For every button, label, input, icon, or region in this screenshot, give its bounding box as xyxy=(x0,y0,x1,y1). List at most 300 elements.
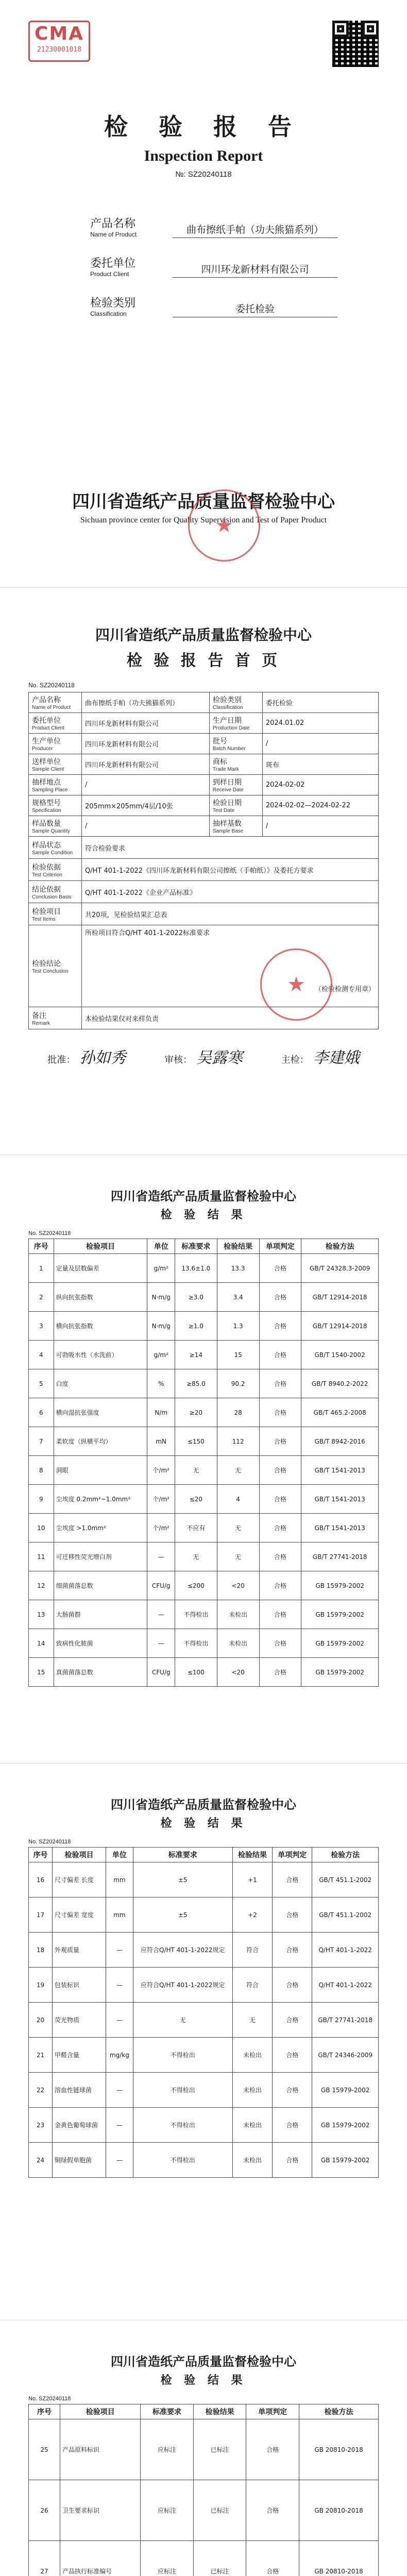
results-report-no: No. SZ20240118 xyxy=(28,1230,71,1236)
table-cell: mm xyxy=(106,1862,133,1897)
table-row xyxy=(29,2541,379,2576)
field-label: 到样日期 xyxy=(212,778,242,787)
table-cell: N·m/g xyxy=(147,1283,175,1312)
field-label: 检验结论 xyxy=(32,959,61,968)
results-report-no: No. SZ20240118 xyxy=(28,2396,71,2402)
table-row xyxy=(29,1658,379,1687)
field-value: Q/HT 401-1-2022《企业产品标准》 xyxy=(82,881,379,903)
table-cell: 合格 xyxy=(246,2480,299,2541)
column-header: 检验结果 xyxy=(232,1848,272,1862)
table-cell: 4 xyxy=(217,1485,259,1514)
field-label: 规格型号 xyxy=(32,799,61,807)
column-header: 检验结果 xyxy=(193,2404,246,2419)
field-label-cell xyxy=(209,734,262,754)
field-label-en: Production Date xyxy=(212,725,250,731)
table-row xyxy=(29,2038,379,2073)
field-value: 曲布擦纸手帕（功夫熊猫系列） xyxy=(173,222,337,238)
signature-name: 吴露寒 xyxy=(196,1049,243,1067)
table-cell: 无 xyxy=(175,1456,217,1485)
field-label-en: Test Date xyxy=(212,808,235,814)
field-label-en: Test Criterion xyxy=(32,872,62,878)
field-label: 委托单位 xyxy=(90,257,136,270)
table-row xyxy=(29,1398,379,1427)
table-cell: 符合 xyxy=(232,1968,272,2003)
table-cell: mg/kg xyxy=(106,2038,133,2073)
table-row xyxy=(29,1485,379,1514)
field-label-en: Sample Condition xyxy=(32,850,73,856)
field-label-cell xyxy=(209,713,262,734)
cover-field-client xyxy=(90,255,389,278)
table-cell: 合格 xyxy=(246,2419,299,2480)
table-cell: 合格 xyxy=(273,1968,312,2003)
cma-mark xyxy=(28,21,90,62)
column-header: 序号 xyxy=(29,2404,60,2419)
table-cell: GB 15979-2002 xyxy=(301,1658,379,1687)
field-value: / xyxy=(82,816,210,837)
table-row xyxy=(29,2108,379,2143)
table-cell: 荧光物质 xyxy=(52,2003,106,2038)
table-cell: 外观质量 xyxy=(52,1933,106,1968)
table-cell: 4 xyxy=(29,1341,54,1369)
column-header: 标准要求 xyxy=(141,2404,194,2419)
table-cell: 合格 xyxy=(273,2143,312,2178)
field-label: 送样单位 xyxy=(32,758,61,766)
cover-report-no xyxy=(18,170,389,179)
table-row xyxy=(29,2480,379,2541)
table-cell: 大肠菌群 xyxy=(54,1600,147,1629)
field-value xyxy=(82,925,379,1007)
table-cell: 合格 xyxy=(246,2541,299,2576)
field-label-en: Product Client xyxy=(90,270,129,278)
table-cell: <20 xyxy=(217,1571,259,1600)
table-cell: GB 15979-2002 xyxy=(312,2143,379,2178)
table-cell: 13.3 xyxy=(217,1254,259,1283)
table-cell: 合格 xyxy=(259,1398,301,1427)
table-cell: 3 xyxy=(29,1312,54,1341)
table-cell: — xyxy=(106,2003,133,2038)
table-cell: ≥14 xyxy=(175,1341,217,1369)
field-label-cell xyxy=(29,795,82,816)
field-label: 抽样基数 xyxy=(212,820,242,828)
field-label-cell xyxy=(29,1007,82,1029)
results-page-1 xyxy=(18,1155,389,1763)
table-cell: 17 xyxy=(29,1897,53,1933)
field-value: 共20项，见检验结果汇总表 xyxy=(82,903,379,925)
cover-field-classification xyxy=(90,294,389,317)
table-row xyxy=(29,2419,379,2480)
field-label-en: Specification xyxy=(32,808,61,814)
table-cell: 尺寸偏差 宽度 xyxy=(52,1897,106,1933)
field-label-en: Producer xyxy=(32,746,53,752)
field-label-cell xyxy=(209,816,262,837)
results-page-2 xyxy=(18,1764,389,2320)
table-cell: 10 xyxy=(29,1514,54,1543)
table-cell: +2 xyxy=(232,1897,272,1933)
table-cell: ≥3.0 xyxy=(175,1283,217,1312)
table-cell: 应标注 xyxy=(141,2541,194,2576)
table-cell: 个/m² xyxy=(147,1514,175,1543)
results-report-no: No. SZ20240118 xyxy=(28,1839,71,1845)
field-value: 四川环龙新材料有限公司 xyxy=(82,734,210,754)
field-label-cell xyxy=(29,837,82,859)
signature-row xyxy=(28,1045,379,1067)
table-cell: GB/T 12914-2018 xyxy=(301,1283,379,1312)
table-cell: 22 xyxy=(29,2073,53,2108)
table-cell: 可迁移性荧光增白剂 xyxy=(54,1543,147,1571)
column-header: 检验项目 xyxy=(60,2404,140,2419)
table-row xyxy=(29,1543,379,1571)
results-title: 检 验 结 果 xyxy=(160,2374,247,2387)
table-cell: — xyxy=(106,2108,133,2143)
results-table-3 xyxy=(28,2404,379,2576)
signature-role: 批准： xyxy=(47,1055,76,1065)
field-label: 检验类别 xyxy=(212,696,242,704)
table-row xyxy=(29,1571,379,1600)
table-cell: ≥20 xyxy=(175,1398,217,1427)
table-cell: 合格 xyxy=(273,1862,312,1897)
field-label-en: Test Items xyxy=(32,916,56,922)
column-header: 标准要求 xyxy=(133,1848,232,1862)
table-cell: GB 15979-2002 xyxy=(301,1571,379,1600)
table-cell: 未检出 xyxy=(217,1600,259,1629)
table-cell: ±5 xyxy=(133,1897,232,1933)
table-cell: 包装标识 xyxy=(52,1968,106,2003)
table-row xyxy=(29,1933,379,1968)
table-cell: 无 xyxy=(217,1543,259,1571)
table-cell: 不得检出 xyxy=(133,2143,232,2178)
field-label-en: Trade Mark xyxy=(212,767,239,772)
table-cell: 已标注 xyxy=(193,2480,246,2541)
table-row xyxy=(29,1514,379,1543)
field-label: 结论依据 xyxy=(32,885,61,894)
field-value: 2024-02-02—2024-02-22 xyxy=(262,795,378,816)
table-row xyxy=(29,1600,379,1629)
column-header: 单项判定 xyxy=(246,2404,299,2419)
field-label-cell xyxy=(29,775,82,795)
field-value: / xyxy=(82,775,210,795)
table-row xyxy=(29,2003,379,2038)
field-label-cell xyxy=(29,734,82,754)
column-header: 序号 xyxy=(29,1848,53,1862)
column-header: 单位 xyxy=(106,1848,133,1862)
table-cell: 18 xyxy=(29,1933,53,1968)
table-cell: CFU/g xyxy=(147,1571,175,1600)
field-value: 符合检验要求 xyxy=(82,837,379,859)
field-value: 2024.01.02 xyxy=(262,713,378,734)
signature-reviewer xyxy=(164,1045,243,1067)
field-value: / xyxy=(262,734,378,754)
table-cell: — xyxy=(106,2143,133,2178)
table-cell: 1 xyxy=(29,1254,54,1283)
table-cell: — xyxy=(106,2073,133,2108)
field-label-cell xyxy=(29,816,82,837)
table-cell: 无 xyxy=(232,2003,272,2038)
field-label: 备注 xyxy=(32,1011,46,1020)
table-cell: 27 xyxy=(29,2541,60,2576)
field-label-en: Test Conclusion xyxy=(32,968,69,974)
field-label-en: Product Client xyxy=(32,725,64,731)
table-cell: 合格 xyxy=(273,2003,312,2038)
table-cell: 8 xyxy=(29,1456,54,1485)
table-cell: 产品原料标识 xyxy=(60,2419,140,2480)
field-value: Q/HT 401-1-2022《四川环龙新材料有限公司擦纸（手帕纸）》及委托方要求 xyxy=(82,859,379,881)
signature-role: 主检： xyxy=(281,1055,309,1065)
field-value: / xyxy=(262,816,378,837)
field-label: 样品状态 xyxy=(32,841,61,850)
field-label-en: Sample Quantity xyxy=(32,828,70,834)
table-cell: 可勃吸水性（水洗前） xyxy=(54,1341,147,1369)
table-cell: 23 xyxy=(29,2108,53,2143)
field-value: 斑布 xyxy=(262,754,378,775)
summary-row xyxy=(29,754,379,775)
table-row xyxy=(29,1427,379,1456)
table-row xyxy=(29,2143,379,2178)
signature-inspector xyxy=(281,1045,360,1067)
field-label-en: Receive Date xyxy=(212,787,244,793)
table-cell: Q/HT 401-1-2022 xyxy=(312,1968,379,2003)
table-cell: 应标注 xyxy=(141,2419,194,2480)
table-cell: ≥1.0 xyxy=(175,1312,217,1341)
table-cell: 尘埃度 >1.0mm² xyxy=(54,1514,147,1543)
table-cell: GB/T 451.1-2002 xyxy=(312,1897,379,1933)
table-cell: 无 xyxy=(175,1543,217,1571)
field-label-cell xyxy=(29,925,82,1007)
table-cell: 横向抗张指数 xyxy=(54,1312,147,1341)
summary-row xyxy=(29,816,379,837)
table-cell: 白度 xyxy=(54,1369,147,1398)
table-cell: 不得检出 xyxy=(175,1629,217,1658)
field-label-en: Classification xyxy=(212,705,243,710)
column-header: 检验方法 xyxy=(299,2404,379,2419)
table-cell: ≥85.0 xyxy=(175,1369,217,1398)
table-cell: 合格 xyxy=(259,1514,301,1543)
column-header: 检验结果 xyxy=(217,1239,259,1254)
table-row xyxy=(29,1968,379,2003)
summary-title: 检 验 报 告 首 页 xyxy=(126,652,281,670)
table-cell: 不得检出 xyxy=(133,2038,232,2073)
table-cell: 合格 xyxy=(273,2038,312,2073)
table-cell: — xyxy=(106,1933,133,1968)
table-cell: 合格 xyxy=(259,1485,301,1514)
table-cell: 合格 xyxy=(259,1254,301,1283)
table-cell: 2 xyxy=(29,1283,54,1312)
column-header: 单项判定 xyxy=(259,1239,301,1254)
stamp-label: （检验检测专用章） xyxy=(314,986,375,993)
cover-organization: 四川省造纸产品质量监督检验中心 xyxy=(72,492,335,512)
summary-row xyxy=(29,775,379,795)
table-row xyxy=(29,1312,379,1341)
table-cell: 铜绿假单胞菌 xyxy=(52,2143,106,2178)
table-cell: 7 xyxy=(29,1427,54,1456)
field-value: 委托检验 xyxy=(262,692,378,713)
field-value: 委托检验 xyxy=(173,301,337,317)
inspection-seal-icon xyxy=(260,948,332,1021)
table-cell: CFU/g xyxy=(147,1658,175,1687)
field-label-en: Name of Product xyxy=(90,231,137,238)
table-cell: 6 xyxy=(29,1398,54,1427)
table-row xyxy=(29,1629,379,1658)
results-title: 检 验 结 果 xyxy=(160,1817,247,1830)
table-cell: GB/T 27741-2018 xyxy=(312,2003,379,2038)
field-label-cell xyxy=(209,692,262,713)
table-cell: 合格 xyxy=(273,2108,312,2143)
field-label-cell xyxy=(29,692,82,713)
table-cell: 未检出 xyxy=(232,2038,272,2073)
field-label-cell xyxy=(29,713,82,734)
results-title: 检 验 结 果 xyxy=(160,1208,247,1222)
table-cell: 已标注 xyxy=(193,2419,246,2480)
field-value: 205mm×205mm/4层/10张 xyxy=(82,795,210,816)
field-label: 产品名称 xyxy=(32,696,61,704)
field-label: 生产单位 xyxy=(32,737,61,745)
field-label-cell xyxy=(29,754,82,775)
table-cell: GB/T 1541-2013 xyxy=(301,1485,379,1514)
table-cell: 合格 xyxy=(273,2073,312,2108)
table-cell: Q/HT 401-1-2022 xyxy=(312,1933,379,1968)
table-cell: 应符合Q/HT 401-1-2022规定 xyxy=(133,1933,232,1968)
summary-row xyxy=(29,795,379,816)
table-cell: +1 xyxy=(232,1862,272,1897)
table-cell: 15 xyxy=(29,1658,54,1687)
table-cell: 尘埃度 0.2mm²~1.0mm² xyxy=(54,1485,147,1514)
field-value: 四川环龙新材料有限公司 xyxy=(173,262,337,278)
table-cell: 无 xyxy=(217,1514,259,1543)
table-cell: 未检出 xyxy=(232,2073,272,2108)
results-org: 四川省造纸产品质量监督检验中心 xyxy=(111,1189,296,1204)
table-cell: 26 xyxy=(29,2480,60,2541)
field-label: 产品名称 xyxy=(90,217,136,230)
signature-name: 孙如秀 xyxy=(79,1049,126,1067)
table-cell: % xyxy=(147,1369,175,1398)
table-row xyxy=(29,2073,379,2108)
column-header: 序号 xyxy=(29,1239,54,1254)
table-cell: 合格 xyxy=(259,1600,301,1629)
table-cell: 19 xyxy=(29,1968,53,2003)
field-label: 样品数量 xyxy=(32,820,61,828)
results-table-1 xyxy=(28,1239,379,1687)
table-cell: 合格 xyxy=(273,1897,312,1933)
table-cell: 14 xyxy=(29,1629,54,1658)
field-label: 委托单位 xyxy=(32,717,61,725)
table-cell: 横向湿抗张强度 xyxy=(54,1398,147,1427)
table-cell: 柔软度（纵横平均） xyxy=(54,1427,147,1456)
table-cell: 合格 xyxy=(259,1283,301,1312)
table-cell: 定量及层数偏差 xyxy=(54,1254,147,1283)
field-label: 批号 xyxy=(212,737,227,745)
column-header: 单项判定 xyxy=(273,1848,312,1862)
cover-field-product xyxy=(90,215,389,238)
table-cell: 溶血性链球菌 xyxy=(52,2073,106,2108)
table-cell: 合格 xyxy=(259,1369,301,1398)
cma-number: 21230001018 xyxy=(37,46,82,54)
cover-title-en: Inspection Report xyxy=(144,147,263,164)
field-label: 抽样地点 xyxy=(32,778,61,787)
table-cell: mm xyxy=(106,1897,133,1933)
table-cell: 个/m² xyxy=(147,1456,175,1485)
table-cell: 5 xyxy=(29,1369,54,1398)
table-cell: 甲醛含量 xyxy=(52,2038,106,2073)
field-label-cell xyxy=(29,881,82,903)
table-cell: GB/T 451.1-2002 xyxy=(312,1862,379,1897)
table-cell: 应标注 xyxy=(141,2480,194,2541)
table-cell: GB 15979-2002 xyxy=(312,2073,379,2108)
field-label-en: Name of Product xyxy=(32,705,71,710)
table-cell: 15 xyxy=(217,1341,259,1369)
table-row xyxy=(29,1369,379,1398)
table-cell: 28 xyxy=(217,1398,259,1427)
report-no-label: №: xyxy=(175,170,186,179)
table-cell: 合格 xyxy=(259,1543,301,1571)
table-cell: 符合 xyxy=(232,1933,272,1968)
field-value: 本检验结果仅对来样负责 xyxy=(82,1007,379,1029)
summary-row-remark xyxy=(29,1007,379,1029)
field-value: 四川环龙新材料有限公司 xyxy=(82,754,210,775)
table-cell: GB/T 8942-2016 xyxy=(301,1427,379,1456)
table-cell: ±5 xyxy=(133,1862,232,1897)
table-cell: 卫生要求标识 xyxy=(60,2480,140,2541)
table-cell: 16 xyxy=(29,1862,53,1897)
table-cell: g/m² xyxy=(147,1254,175,1283)
table-cell: 已标注 xyxy=(193,2541,246,2576)
table-cell: 个/m² xyxy=(147,1485,175,1514)
table-cell: 合格 xyxy=(259,1427,301,1456)
cover-fields xyxy=(90,215,389,317)
table-cell: 90.2 xyxy=(217,1369,259,1398)
signature-role: 审核： xyxy=(164,1055,192,1065)
table-cell: GB/T 1541-2013 xyxy=(301,1514,379,1543)
table-cell: GB/T 27741-2018 xyxy=(301,1543,379,1571)
table-row xyxy=(29,1254,379,1283)
table-cell: 合格 xyxy=(259,1341,301,1369)
table-cell: 纵向抗张指数 xyxy=(54,1283,147,1312)
table-cell: ≤100 xyxy=(175,1658,217,1687)
field-label: 检验项目 xyxy=(32,907,61,916)
field-value: 2024-02-02 xyxy=(262,775,378,795)
table-cell: <20 xyxy=(217,1658,259,1687)
table-cell: N/m xyxy=(147,1398,175,1427)
field-label-en: Batch Number xyxy=(212,746,246,752)
summary-report-no: No. SZ20240118 xyxy=(28,682,75,689)
field-label: 检验依据 xyxy=(32,863,61,872)
summary-org: 四川省造纸产品质量监督检验中心 xyxy=(95,626,312,643)
table-row xyxy=(29,1456,379,1485)
field-label-cell xyxy=(29,859,82,881)
field-value: 曲布擦纸手帕（功夫熊猫系列） xyxy=(82,692,210,713)
field-label: 生产日期 xyxy=(212,717,242,725)
summary-row xyxy=(29,713,379,734)
summary-row-basis xyxy=(29,859,379,881)
field-label-en: Classification xyxy=(90,310,127,317)
table-cell: 致病性化脓菌 xyxy=(54,1629,147,1658)
table-cell: ≤200 xyxy=(175,1571,217,1600)
field-label-en: Sample Client xyxy=(32,767,64,772)
conclusion-value: 所检项目符合Q/HT 401-1-2022标准要求 xyxy=(85,929,210,937)
table-cell: GB/T 1540-2002 xyxy=(301,1341,379,1369)
table-cell: GB/T 8940.2-2022 xyxy=(301,1369,379,1398)
table-cell: 应符合Q/HT 401-1-2022规定 xyxy=(133,1968,232,2003)
table-cell: 20 xyxy=(29,2003,53,2038)
field-label: 检验类别 xyxy=(90,297,136,310)
table-cell: 无 xyxy=(217,1456,259,1485)
signature-approver xyxy=(47,1045,126,1067)
field-label-en: Conclusion Basis xyxy=(32,894,72,900)
field-label-en: Remark xyxy=(32,1020,50,1026)
table-cell: 合格 xyxy=(273,1933,312,1968)
field-label-en: Sample Base xyxy=(212,828,244,834)
table-cell: 合格 xyxy=(259,1658,301,1687)
field-label-cell xyxy=(209,775,262,795)
summary-row-status xyxy=(29,837,379,859)
